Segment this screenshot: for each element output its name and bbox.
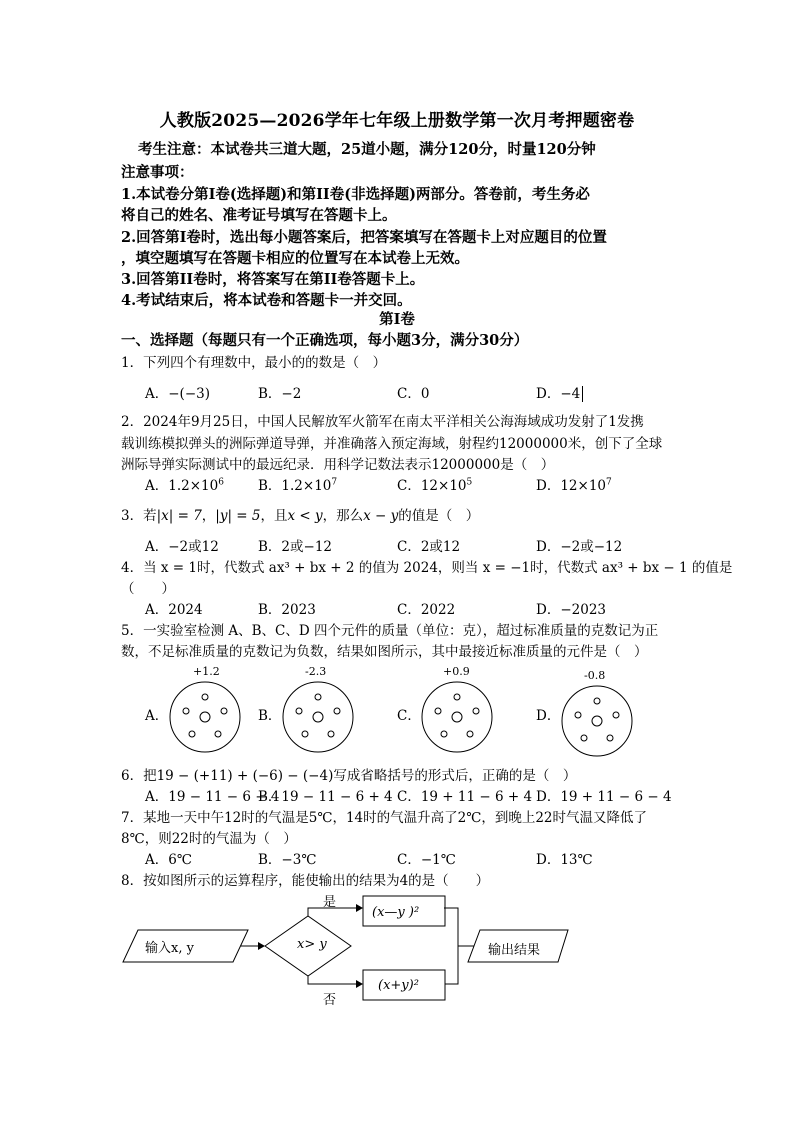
flow-yes-result: (x—y )² — [372, 905, 420, 920]
flow-output-label: 输出结果 — [488, 943, 541, 958]
q7-option-b: B．−3℃ — [258, 852, 317, 868]
q5-figure-c-value: +0.9 — [443, 665, 470, 678]
q5-option-a: A． — [145, 708, 169, 724]
note-line: 2.回答第Ⅰ卷时，选出每小题答案后，把答案填写在答题卡上对应题目的位置 — [121, 229, 607, 246]
notes-heading: 注意事项： — [121, 164, 194, 181]
part-one-heading: 一、选择题（每题只有一个正确选项，每小题3分，满分30分） — [121, 332, 529, 349]
q2-option-a: A．$1.2\times 10^6$ — [145, 477, 224, 494]
q2-option-c: C．$12\times 10^5$ — [397, 477, 473, 494]
q1-option-a: A．−(−3) — [145, 386, 210, 402]
exam-notice: 考生注意：本试卷共三道大题，25道小题，满分120分，时量120分钟 — [138, 141, 596, 158]
question-4-line: （ ） — [121, 581, 175, 597]
note-line: 3.回答第II卷时，将答案写在第II卷答题卡上。 — [121, 271, 425, 288]
q5-option-d: D． — [536, 708, 561, 724]
q4-option-b: B．2023 — [258, 602, 316, 618]
question-6: 6．把19 − (+11) + (−6) − (−4)写成省略括号的形式后，正确的是（ ） — [121, 768, 577, 784]
q7-option-d: D．13℃ — [536, 852, 593, 868]
q3-option-d: D．−2或−12 — [536, 539, 623, 555]
q5-figure-a-value: +1.2 — [193, 665, 220, 678]
question-7-line: 8℃，则22时的气温为（ ） — [121, 831, 297, 847]
question-2-line: 洲际导弹实际测试中的最远纪录．用科学记数法表示12000000是（ ） — [121, 457, 555, 473]
q5-figure-b — [281, 680, 355, 754]
question-1: 1．下列四个有理数中，最小的的数是（ ） — [121, 355, 387, 371]
q6-option-c: C．19 + 11 − 6 + 4 — [397, 789, 533, 805]
q2-option-d: D．$12\times 10^7$ — [536, 477, 612, 494]
q1-option-d: D．−4 — [536, 382, 583, 402]
note-line: 1.本试卷分第Ⅰ卷(选择题)和第II卷(非选择题)两部分。答卷前，考生务必 — [121, 186, 590, 203]
q4-option-c: C．2022 — [397, 602, 456, 618]
question-2-line: 2．2024年9月25日，中国人民解放军火箭军在南太平洋相关公海海域成功发射了1发携 — [121, 414, 644, 430]
q7-option-c: C．−1℃ — [397, 852, 456, 868]
q4-option-a: A．2024 — [145, 602, 203, 618]
question-7-line: 7．某地一天中午12时的气温是5℃，14时的气温升高了2℃，到晚上22时气温又降低了 — [121, 810, 648, 826]
q5-figure-b-value: -2.3 — [305, 665, 327, 678]
note-line: 4.考试结束后，将本试卷和答题卡一并交回。 — [121, 292, 412, 309]
q5-option-b: B． — [258, 708, 282, 724]
question-5-line: 5．一实验室检测 A、B、C、D 四个元件的质量（单位：克），超过标准质量的克数记为正 — [121, 623, 659, 639]
q3-option-c: C．2或12 — [397, 539, 461, 555]
flow-condition-label: x> y — [297, 937, 327, 952]
question-8: 8．按如图所示的运算程序，能使输出的结果为4的是（ ） — [121, 873, 490, 889]
q3-option-b: B．2或−12 — [258, 539, 332, 555]
question-4-line: 4．当 x = 1时，代数式 ax³ + bx + 2 的值为 2024，则当 x = −1时，代数式 ax³ + bx − 1 的值是 — [121, 560, 733, 576]
page-title: 人教版2025—2026学年七年级上册数学第一次月考押题密卷 — [159, 111, 635, 131]
q6-option-a: A．19 − 11 − 6 − 4 — [145, 789, 280, 805]
q1-option-b: B．−2 — [258, 386, 302, 402]
section-title: 第Ⅰ卷 — [379, 311, 415, 328]
q7-option-a: A．6℃ — [145, 852, 192, 868]
q4-option-d: D．−2023 — [536, 602, 606, 618]
question-3: 3．若|x| = 7，|y| = 5，且x < y，那么x − y的值是（ ） — [121, 508, 480, 524]
q3-option-a: A．−2或12 — [145, 539, 219, 555]
flow-no-result: (x+y)² — [378, 978, 419, 993]
q5-figure-d-value: -0.8 — [584, 669, 606, 682]
q5-figure-a — [168, 680, 242, 754]
q1-option-c: C．0 — [397, 386, 430, 402]
flow-input-label: 输入x, y — [145, 941, 194, 956]
q5-figure-d — [560, 684, 634, 758]
question-2-line: 载训练模拟弹头的洲际弹道导弹，并准确落入预定海域，射程约12000000米，创下了全球 — [121, 436, 663, 452]
q6-option-d: D．19 + 11 − 6 − 4 — [536, 789, 672, 805]
q5-option-c: C． — [397, 708, 421, 724]
note-line: ，填空题填写在答题卡相应的位置写在本试卷上无效。 — [121, 250, 469, 267]
note-line: 将自己的姓名、准考证号填写在答题卡上。 — [121, 207, 397, 224]
q2-option-b: B．$1.2\times 10^7$ — [258, 477, 338, 494]
flow-no-label: 否 — [323, 993, 337, 1008]
q5-figure-c — [420, 680, 494, 754]
q6-option-b: B．19 − 11 − 6 + 4 — [258, 789, 393, 805]
flow-yes-label: 是 — [323, 895, 337, 910]
question-5-line: 数，不足标准质量的克数记为负数，结果如图所示，其中最接近标准质量的元件是（ ） — [121, 644, 648, 660]
